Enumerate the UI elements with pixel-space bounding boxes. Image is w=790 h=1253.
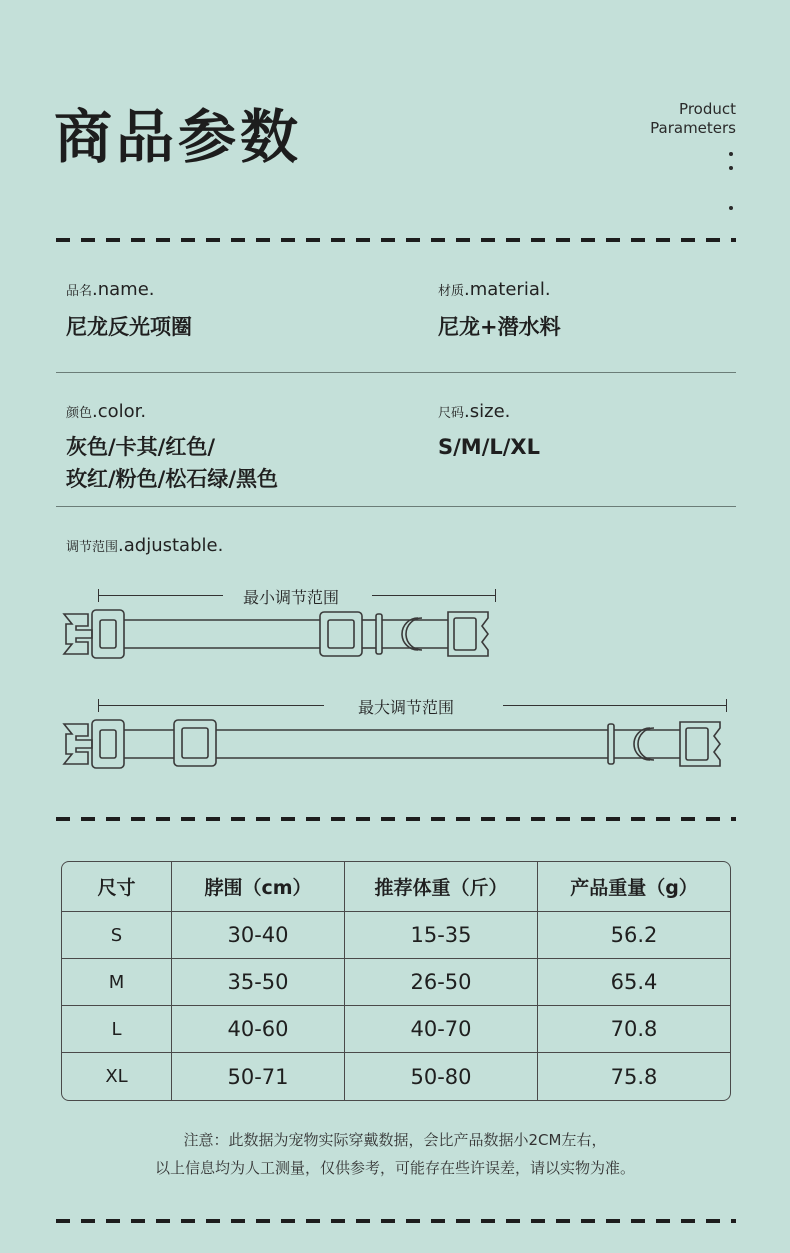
min-range-tick [98,589,99,602]
min-range-arrow-right [372,595,496,596]
table-cell: 50-71 [172,1053,345,1100]
dashed-divider [56,1219,736,1223]
page-title: 商品参数 [54,103,303,171]
color-value-line1: 灰色/卡其/红色/ [66,435,216,459]
dashed-divider [56,817,736,821]
table-cell: 30-40 [172,912,345,959]
name-value: 尼龙反光项圈 [66,315,192,339]
table-cell: M [62,959,172,1006]
max-range-tick [98,699,99,712]
decor-dot [729,152,733,156]
table-row [62,1006,730,1053]
size-table [61,861,731,1101]
size-value: S/M/L/XL [438,435,540,459]
table-cell: 26-50 [345,959,538,1006]
table-cell: 35-50 [172,959,345,1006]
decor-dot [729,206,733,210]
min-range-arrow-left [98,595,223,596]
material-value: 尼龙+潜水料 [438,315,561,339]
table-header: 脖围（cm） [172,862,345,912]
table-header: 产品重量（g） [538,862,730,912]
size-label: 尺码.size. [438,401,511,422]
dashed-divider [56,238,736,242]
collar-max-illustration [58,714,738,774]
collar-min-illustration [58,604,503,664]
table-row [62,1053,730,1100]
name-label: 品名.name. [66,279,155,300]
subtitle-line1: Product [679,100,736,118]
subtitle-line2: Parameters [650,119,736,137]
max-range-arrow-right [503,705,727,706]
adjustable-label: 调节范围.adjustable. [66,535,224,556]
min-range-tick [495,589,496,602]
table-cell: S [62,912,172,959]
table-cell: 75.8 [610,1064,658,1089]
material-label: 材质.material. [438,279,551,300]
table-header-row [62,862,730,912]
table-row [62,912,730,959]
table-cell: 70.8 [538,1006,730,1053]
page-subtitle [650,100,736,138]
table-cell: 56.2 [538,912,730,959]
min-range-label: 最小调节范围 [243,588,340,607]
table-cell: 40-60 [172,1006,345,1053]
table-cell: L [62,1006,172,1053]
color-value [66,431,278,495]
table-cell: 40-70 [345,1006,538,1053]
table-cell: 65.4 [538,959,730,1006]
color-label: 颜色.color. [66,401,147,422]
max-range-arrow-left [98,705,324,706]
note [0,1126,790,1182]
divider [56,506,736,507]
max-range-label: 最大调节范围 [358,698,455,717]
note-line2: 以上信息均为人工测量，仅供参考，可能存在些许误差，请以实物为准。 [154,1159,635,1177]
table-header: 推荐体重（斤） [345,862,538,912]
table-cell: 15-35 [345,912,538,959]
note-line1: 注意：此数据为宠物实际穿戴数据，会比产品数据小2CM左右， [183,1131,607,1149]
table-row [62,959,730,1006]
color-value-line2: 玫红/粉色/松石绿/黑色 [66,467,279,491]
table-cell: XL [62,1053,172,1100]
divider [56,372,736,373]
table-header: 尺寸 [62,862,172,912]
decor-dot [729,166,733,170]
table-cell: 50-80 [345,1053,538,1100]
max-range-tick [726,699,727,712]
